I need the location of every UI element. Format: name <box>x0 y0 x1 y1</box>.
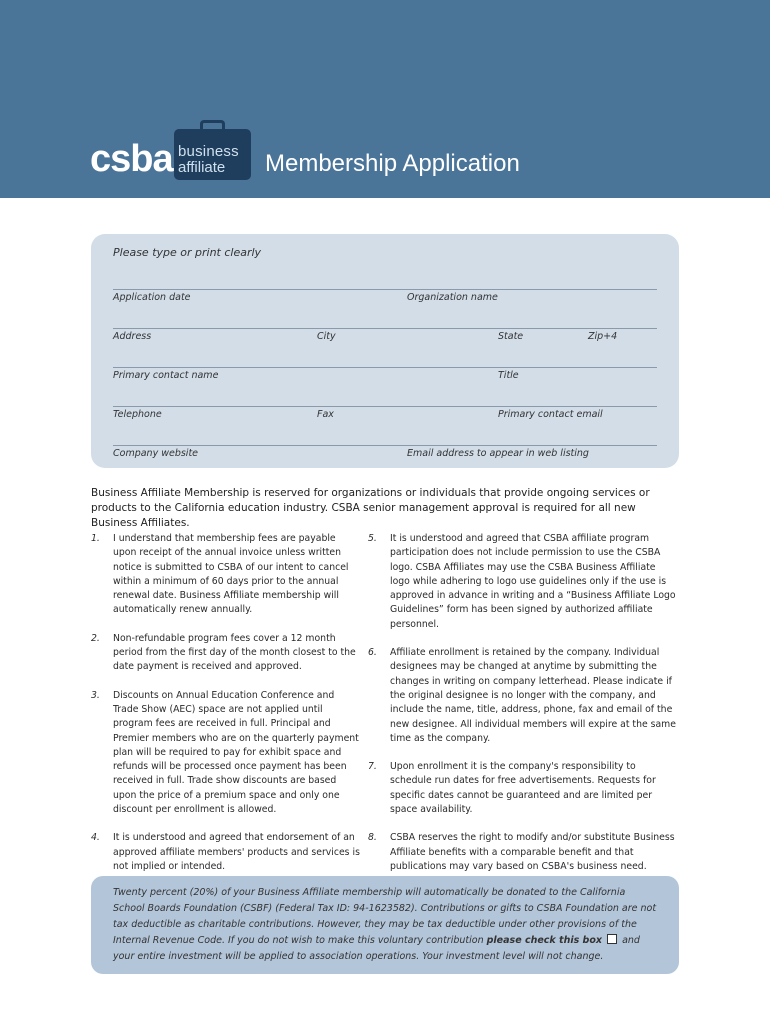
website-line[interactable] <box>113 445 657 446</box>
primary-contact-email-label: Primary contact email <box>498 409 603 420</box>
web-listing-email-label: Email address to appear in web listing <box>407 448 589 459</box>
city-label: City <box>317 331 336 342</box>
address-line[interactable] <box>113 328 657 329</box>
badge-line-affiliate: affiliate <box>178 159 226 176</box>
organization-name-label: Organization name <box>407 292 498 303</box>
term-text: Upon enrollment it is the company's responsibility to schedule run dates for free advertisements. Requests for specific dates cannot be guaranteed and are limited per space availability. <box>390 761 656 816</box>
intro-paragraph: Business Affiliate Membership is reserved for organizations or individuals that provide ongoing services or products to the California education industry. CSBA senior management approval is required for all new Business Affiliates. <box>91 487 650 529</box>
badge-line-business: business <box>178 143 239 160</box>
term-number: 7. <box>368 761 377 773</box>
term-text: I understand that membership fees are payable upon receipt of the annual invoice unless written notice is submitted to CSBA of our intent to cancel within a minimum of 60 days prior to the annual renewal date. Business Affiliate membership will automatically renew annually. <box>113 533 349 616</box>
business-affiliate-briefcase-icon <box>174 120 251 180</box>
application-date-line[interactable] <box>113 289 657 290</box>
term-number: 2. <box>91 632 100 644</box>
header-banner <box>0 0 770 198</box>
address-label: Address <box>113 331 152 342</box>
telephone-line[interactable] <box>113 406 657 407</box>
term-number: 1. <box>91 533 100 544</box>
opt-out-checkbox[interactable] <box>607 934 617 944</box>
zip-label: Zip+4 <box>588 331 618 342</box>
csba-logo: csba <box>90 138 173 180</box>
primary-contact-name-label: Primary contact name <box>113 370 219 381</box>
terms-left-column <box>91 532 361 888</box>
term-text: It is understood and agreed that endorsement of an approved affiliate members' products and services is not implied or intended. <box>113 832 360 872</box>
term-text: Affiliate enrollment is retained by the company. Individual designees may be changed at anytime by submitting the changes in writing on company letterhead. Please indicate if the original designee is no longer with the company, and include the name, title, address, phone, fax and email of the new designee. All individual members will expire at the same time as the company. <box>390 647 676 744</box>
term-number: 3. <box>91 689 100 701</box>
term-text: Discounts on Annual Education Conference and Trade Show (AEC) space are not applied until program fees are received in full. Principal and Premier members who are on the quarterly payment plan will be required to pay for exhibit space and refunds will be processed once payment has been received in full. Trade show discounts are based upon the price of a premium space and only one discount per enrollment is allowed. <box>113 689 359 816</box>
term-item <box>91 632 361 675</box>
term-number: 4. <box>91 832 100 844</box>
fax-label: Fax <box>317 409 334 420</box>
title-label: Title <box>498 370 519 381</box>
term-item <box>91 831 361 874</box>
note-check-instruction: please check this box <box>486 935 603 946</box>
application-date-label: Application date <box>113 292 191 303</box>
term-number: 8. <box>368 832 377 844</box>
company-website-label: Company website <box>113 448 199 459</box>
contact-name-line[interactable] <box>113 367 657 368</box>
foundation-contribution-note <box>91 876 679 974</box>
term-item <box>368 532 678 632</box>
application-form <box>91 234 679 468</box>
term-item <box>91 532 361 618</box>
term-item <box>368 646 678 746</box>
note-text-part2: and your entire investment will be applied to association operations. Your investment level will not change. <box>113 935 640 962</box>
terms-right-column <box>368 532 678 888</box>
page-title: Membership Application <box>265 150 520 177</box>
term-text: CSBA reserves the right to modify and/or substitute Business Affiliate benefits with a comparable benefit and that publications may vary based on CSBA's business need. <box>390 832 675 872</box>
term-text: It is understood and agreed that CSBA affiliate program participation does not include permission to use the CSBA logo. CSBA Affiliates may use the CSBA Business Affiliate logo while adhering to logo use guidelines only if the use is approved in advance in writing and a “Business Affiliate Logo Guidelines” form has been signed by authorized affiliate personnel. <box>390 533 676 630</box>
term-text: Non-refundable program fees cover a 12 month period from the first day of the month closest to the date payment is received and approved. <box>113 632 356 673</box>
term-number: 5. <box>368 533 377 544</box>
form-hint: Please type or print clearly <box>113 246 262 259</box>
term-item <box>91 689 361 818</box>
term-item <box>368 831 678 874</box>
term-number: 6. <box>368 647 377 659</box>
state-label: State <box>498 331 524 342</box>
telephone-label: Telephone <box>113 409 162 420</box>
note-text-part1: Twenty percent (20%) of your Business Affiliate membership will automatically be donated to the California School Boards Foundation (CSBF) (Federal Tax ID: 94-1623582). Contributions or gifts to CSBA Foundation are not tax deductible as charitable contributions. However, they may be tax deductible under other provisions of the Internal Revenue Code. If you do not wish to make this voluntary contribution <box>113 887 657 946</box>
term-item <box>368 760 678 817</box>
